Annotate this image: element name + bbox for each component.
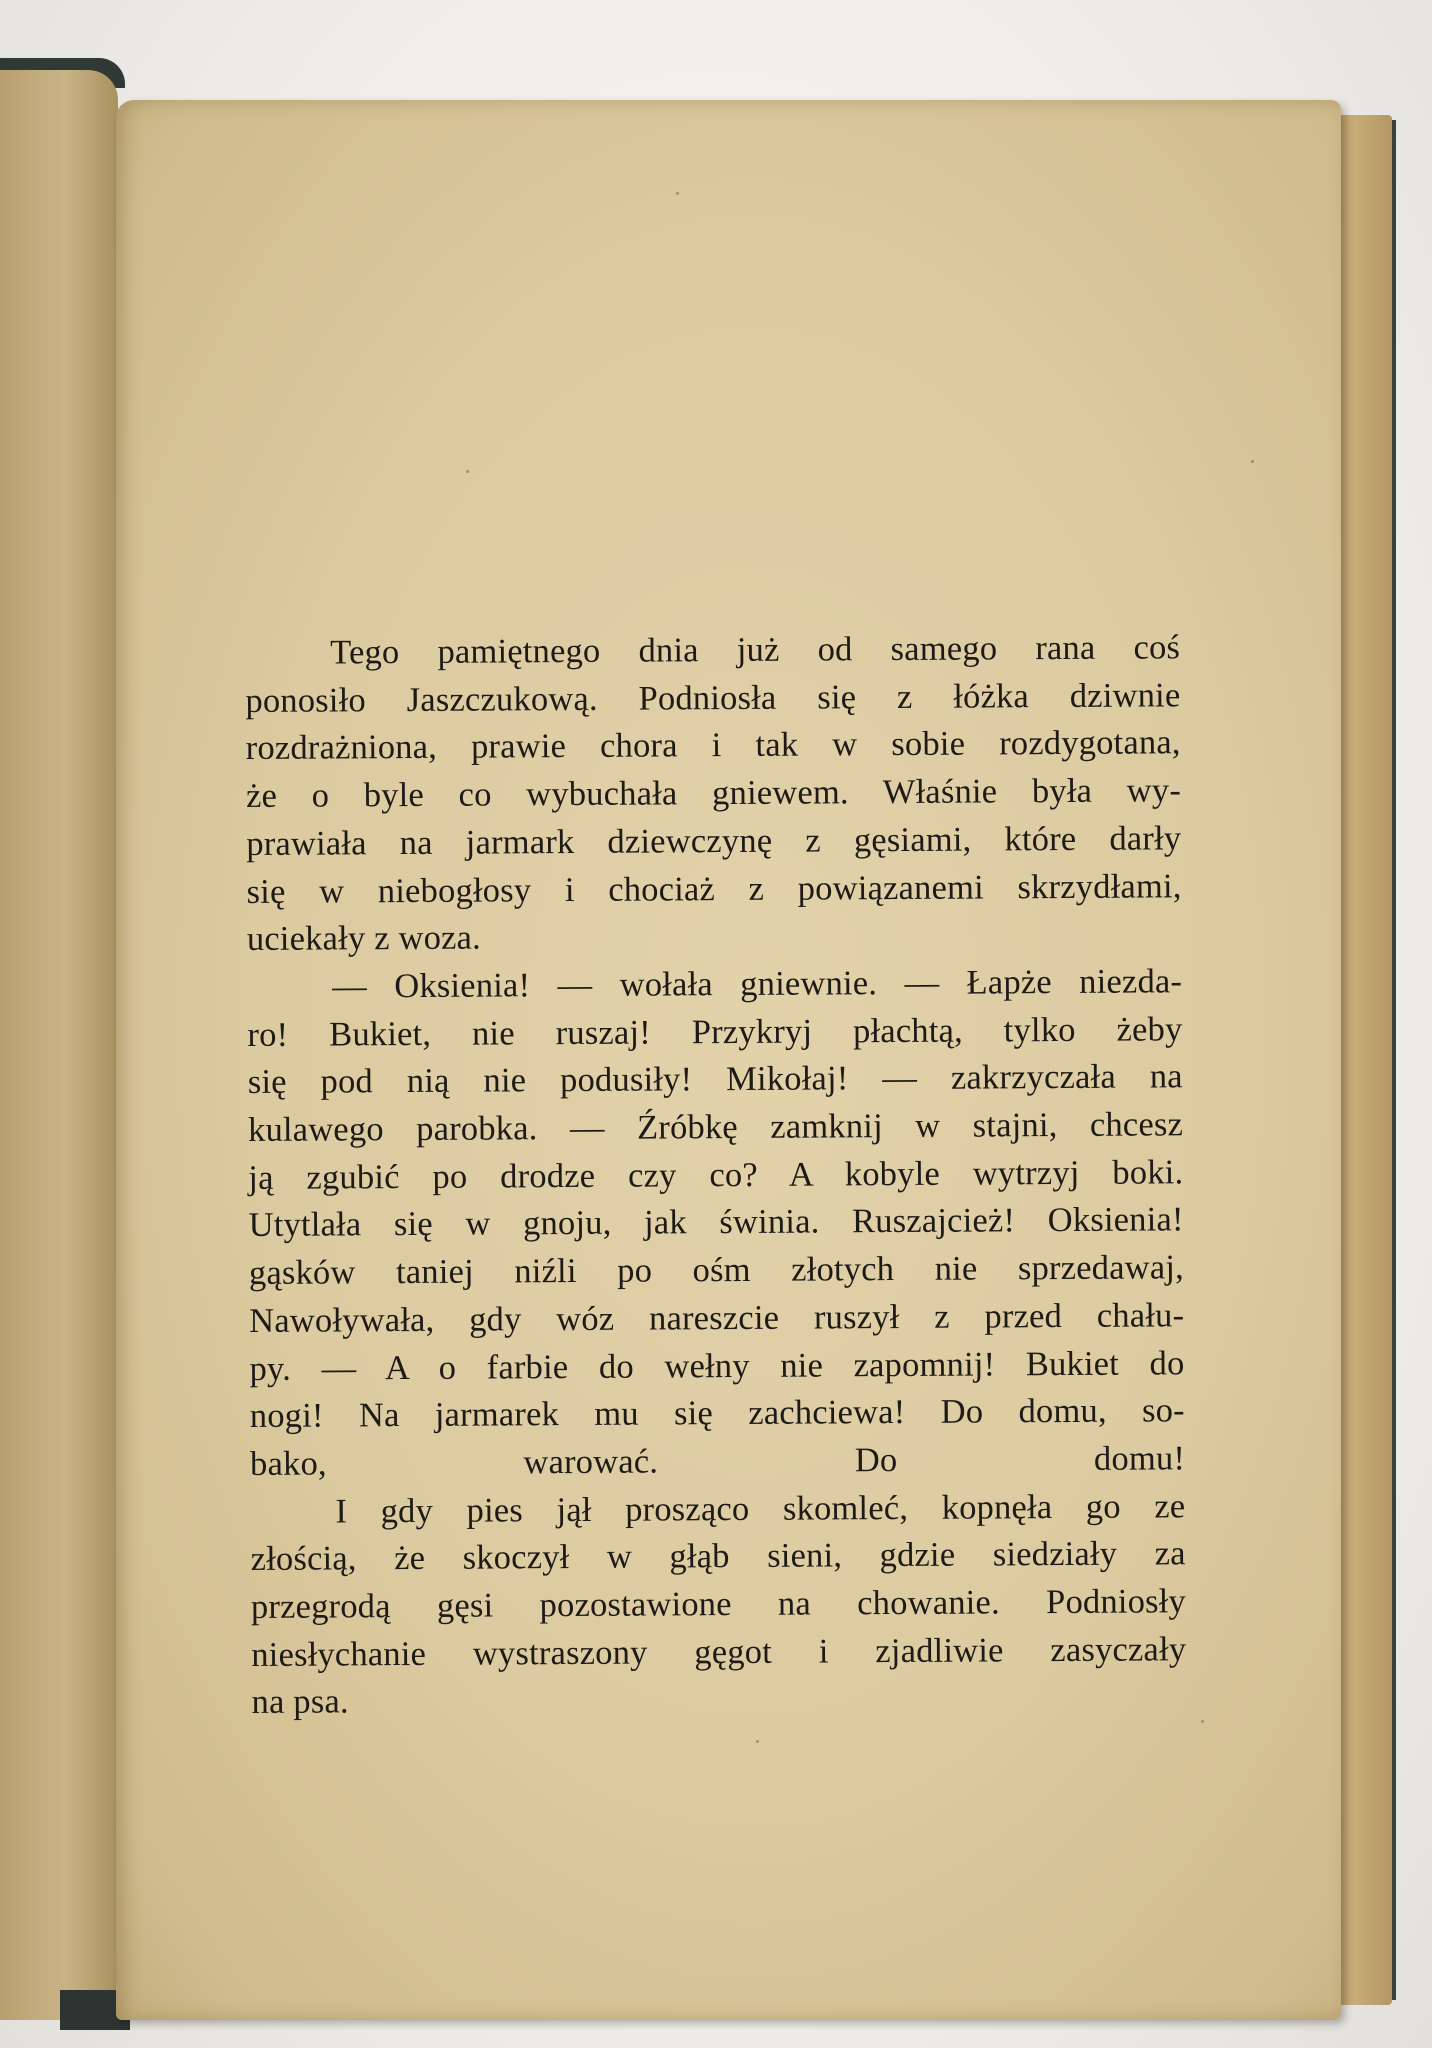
text-line: niesłychanie wystraszony gęgot i zjadliwie zasyczały bbox=[251, 1630, 1187, 1674]
paper-speck bbox=[1201, 1720, 1204, 1723]
text-line: nogi! Na jarmarek mu się zachciewa! Do domu, so- bbox=[249, 1391, 1185, 1436]
left-page-edge bbox=[0, 70, 118, 2020]
body-text bbox=[245, 624, 1187, 1727]
text-line: ją zgubić po drodze czy co? A kobyle wytrzyj boki. bbox=[248, 1153, 1184, 1197]
text-line: ro! Bukiet, nie ruszaj! Przykryj płachtą, tylko żeby bbox=[247, 1009, 1183, 1054]
paragraph-1 bbox=[245, 624, 1182, 964]
paper-speck bbox=[1251, 460, 1254, 463]
paper-speck bbox=[756, 1740, 759, 1743]
text-line: że o byle co wybuchała gniewem. Właśnie była wy- bbox=[245, 771, 1182, 816]
text-line: się w niebogłosy i chociaż z powiązanemi skrzydłami, bbox=[246, 866, 1182, 911]
paper-speck bbox=[466, 470, 469, 473]
text-line: I gdy pies jął prosząco skomleć, kopnęła go ze bbox=[335, 1486, 1186, 1531]
text-line: py. — A o farbie do wełny nie zapomnij! Bukiet do bbox=[249, 1343, 1185, 1388]
text-line: rozdrażniona, prawie chora i tak w sobie rozdygotana, bbox=[245, 723, 1181, 768]
paragraph-3 bbox=[250, 1483, 1186, 1727]
text-line: uciekały z woza. bbox=[246, 918, 482, 959]
text-line: prawiała na jarmark dziewczynę z gęsiami, które darły bbox=[246, 819, 1182, 863]
text-line: kulawego parobka. — Źróbkę zamknij w stajni, chcesz bbox=[247, 1105, 1184, 1150]
paragraph-2 bbox=[247, 958, 1185, 1488]
text-line: ponosiło Jaszczukową. Podniosła się z łóżka dziwnie bbox=[245, 675, 1181, 720]
text-line: Utytlała się w gnoju, jak świnia. Ruszajcież! Oksienia! bbox=[248, 1200, 1184, 1245]
text-line: gąsków taniej niźli po ośm złotych nie sprzedawaj, bbox=[248, 1248, 1185, 1293]
text-line: złością, że skoczył w głąb sieni, gdzie siedziały za bbox=[250, 1534, 1186, 1579]
text-line: się pod nią nie podusiły! Mikołaj! — zakrzyczała na bbox=[247, 1057, 1183, 1102]
text-line: przegrodą gęsi pozostawione na chowanie. Podniosły bbox=[250, 1582, 1187, 1627]
text-line: bako, warować. Do domu! bbox=[249, 1439, 1186, 1483]
paper-speck bbox=[676, 192, 679, 195]
text-line: na psa. bbox=[251, 1682, 349, 1722]
text-line: Nawoływała, gdy wóz nareszcie ruszył z przed chału- bbox=[249, 1296, 1185, 1340]
text-line: — Oksienia! — wołała gniewnie. — Łapże niezda- bbox=[332, 962, 1183, 1006]
text-line: Tego pamiętnego dnia już od samego rana coś bbox=[330, 628, 1181, 672]
